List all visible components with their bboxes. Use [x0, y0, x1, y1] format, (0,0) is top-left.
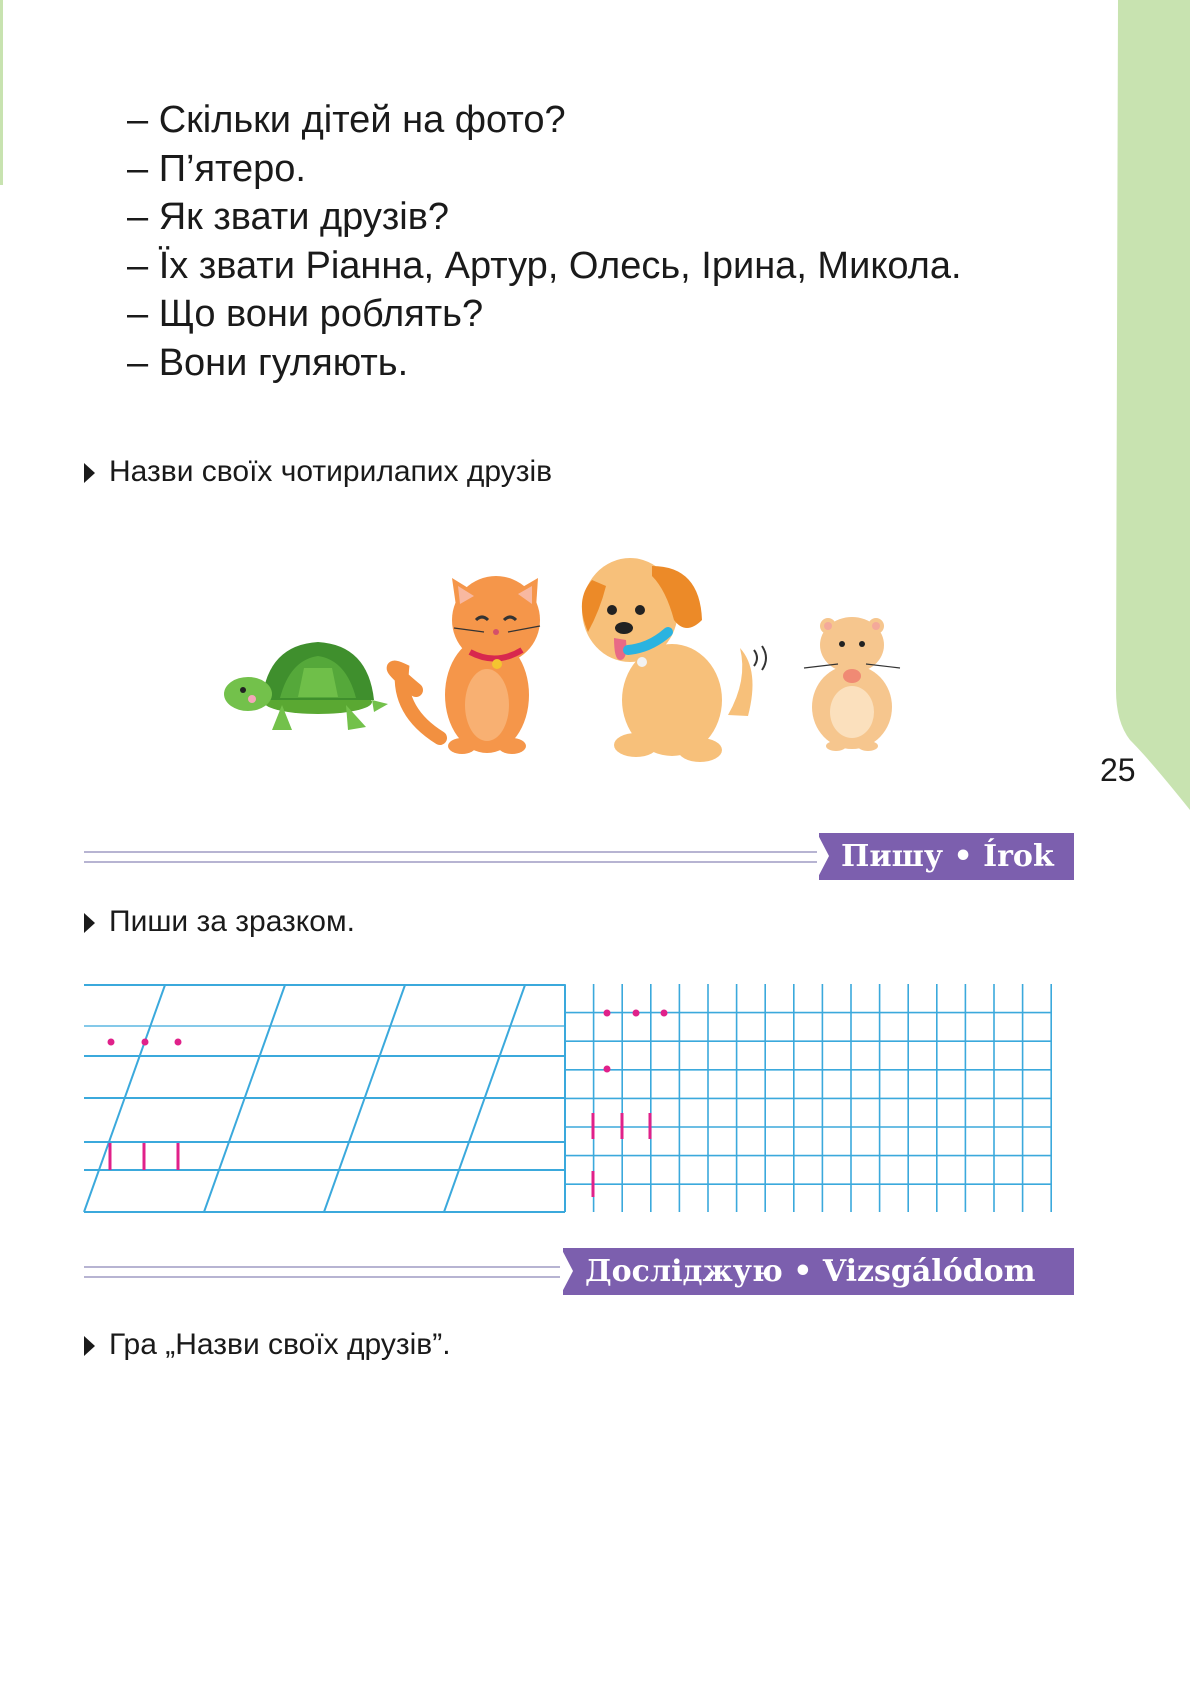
- task-game-text: Гра „Назви своїх друзів”.: [109, 1328, 451, 1361]
- triangle-bullet-icon: [84, 1336, 95, 1356]
- section-title-research: Досліджую • Vizsgálódom: [585, 1254, 1036, 1289]
- page-number: 25: [1100, 752, 1136, 788]
- square-grid: [565, 984, 1051, 1212]
- dialogue-line: – Вони гуляють.: [127, 339, 962, 388]
- section-divider-research: [84, 1266, 560, 1278]
- dialogue-line: – Що вони роблять?: [127, 290, 962, 339]
- dialogue-line: – Їх звати Ріанна, Артур, Олесь, Ірина, Микола.: [127, 242, 962, 291]
- task-game: [84, 1328, 451, 1362]
- slanted-lines-grid: [84, 985, 565, 1212]
- task-pets-text: Назви своїх чотирилапих друзів: [109, 455, 553, 488]
- section-title-writing: Пишу • Írok: [841, 839, 1054, 874]
- dialogue-line: – Як звати друзів?: [127, 193, 962, 242]
- sample-marks: [108, 1010, 668, 1198]
- banner-notch-icon: [561, 1248, 573, 1294]
- dialogue-line: – Скільки дітей на фото?: [127, 96, 962, 145]
- section-banner-research: [563, 1248, 1074, 1295]
- dialogue-line: – П’ятеро.: [127, 145, 962, 194]
- task-copy-text: Пиши за зразком.: [109, 905, 355, 938]
